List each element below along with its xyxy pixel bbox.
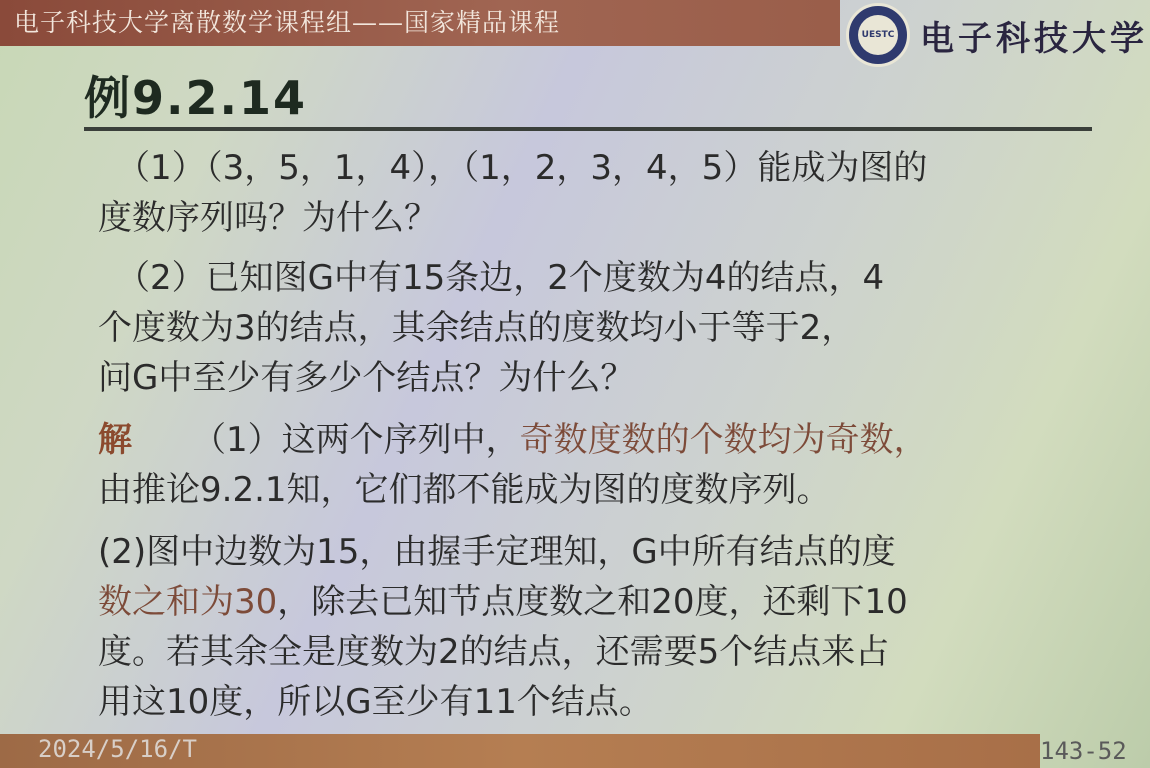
answer-2-line-3: 度。若其余全是度数为2的结点，还需要5个结点来占 — [98, 632, 890, 672]
answer-1 — [98, 415, 1128, 515]
answer-2-line-2-rest: ，除去已知节点度数之和20度，还剩下10 — [277, 582, 908, 622]
slide-title: 例9.2.14 — [84, 71, 307, 125]
question-2-line-1: （2）已知图G中有15条边，2个度数为4的结点，4 — [116, 258, 885, 298]
university-logo — [840, 0, 1150, 70]
title-divider — [84, 127, 1092, 131]
answer-1-line-1 — [98, 415, 1128, 465]
question-1-line-2: 度数序列吗？为什么？ — [98, 198, 438, 238]
answer-1-line-2: 由推论9.2.1知，它们都不能成为图的度数序列。 — [98, 470, 831, 510]
answer-1-intro: （1）这两个序列中， — [192, 420, 520, 460]
question-1-line-1: （1）（3，5，1，4），（1，2，3，4，5）能成为图的 — [116, 148, 928, 188]
answer-2-line-4: 用这10度，所以G至少有11个结点。 — [98, 682, 653, 722]
university-seal-icon — [846, 3, 910, 67]
question-2-line-3: 问G中至少有多少个结点？为什么？ — [98, 358, 635, 398]
answer-label: 解 — [98, 420, 132, 460]
answer-2 — [98, 527, 1128, 727]
course-header-bar — [0, 0, 840, 46]
answer-2-line-2 — [98, 577, 1128, 627]
question-2-line-2: 个度数为3的结点，其余结点的度数均小于等于2， — [98, 308, 856, 348]
page-number: 143-52 — [1040, 737, 1127, 765]
question-1 — [98, 143, 1128, 243]
university-name: 电子科技大学 — [920, 18, 1148, 59]
course-title: 电子科技大学离散数学课程组——国家精品课程 — [14, 8, 561, 37]
answer-1-highlight: 奇数度数的个数均为奇数， — [519, 420, 928, 460]
question-2 — [98, 253, 1128, 403]
footer-date: 2024/5/16/T — [38, 735, 197, 763]
seal-text: UESTC — [858, 15, 898, 55]
answer-2-line-1: (2)图中边数为15，由握手定理知，G中所有结点的度 — [98, 532, 896, 572]
answer-2-highlight: 数之和为30 — [98, 582, 278, 622]
